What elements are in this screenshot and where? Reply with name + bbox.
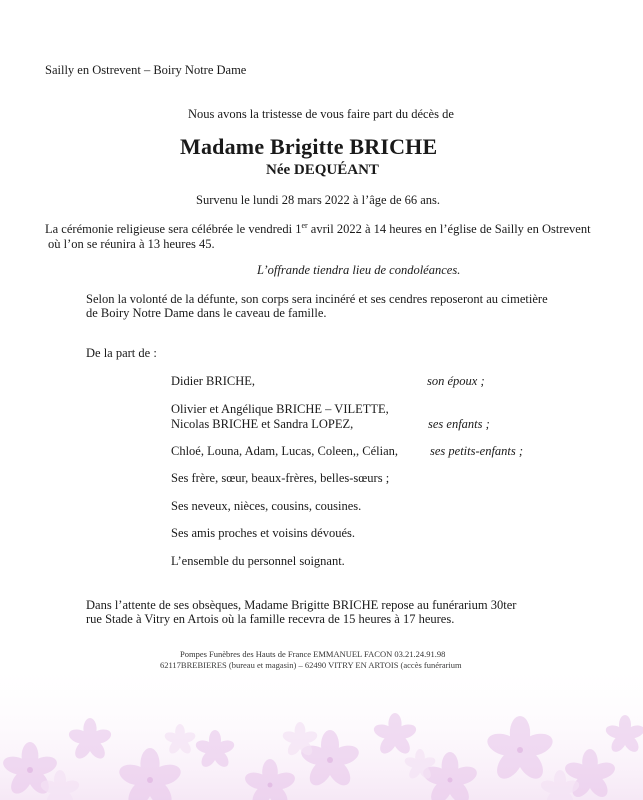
maiden-name: Née DEQUÉANT bbox=[266, 162, 379, 178]
from-label: De la part de : bbox=[86, 346, 157, 360]
family-relation: son époux ; bbox=[427, 374, 485, 388]
footer-line-1: Pompes Funèbres des Hauts de France EMMANUEL FACON 03.21.24.91.98 bbox=[180, 649, 446, 659]
location-header: Sailly en Ostrevent – Boiry Notre Dame bbox=[45, 63, 247, 77]
family-relation: ses petits-enfants ; bbox=[430, 444, 524, 458]
cremation-line-2: de Boiry Notre Dame dans le caveau de famille. bbox=[86, 306, 327, 320]
family-relation: ses enfants ; bbox=[428, 417, 490, 431]
family-entry: Chloé, Louna, Adam, Lucas, Coleen,, Célian, bbox=[171, 444, 399, 458]
ceremony-text-a: La cérémonie religieuse sera célébrée le vendredi 1 bbox=[45, 222, 302, 236]
family-entry: L’ensemble du personnel soignant. bbox=[171, 554, 345, 568]
ceremony-line-1 bbox=[45, 222, 591, 237]
funerarium-line-2: rue Stade à Vitry en Artois où la famille recevra de 15 heures à 17 heures. bbox=[86, 612, 455, 626]
deceased-name: Madame Brigitte BRICHE bbox=[180, 134, 438, 159]
family-entry: Ses neveux, nièces, cousins, cousines. bbox=[171, 499, 362, 513]
intro-text: Nous avons la tristesse de vous faire part du décès de bbox=[188, 107, 454, 121]
family-entry: Olivier et Angélique BRICHE – VILETTE, bbox=[171, 402, 389, 416]
ceremony-text-b: avril 2022 à 14 heures en l’église de Sailly en Ostrevent bbox=[307, 222, 591, 236]
ceremony-superscript: er bbox=[301, 220, 308, 230]
cremation-line-1: Selon la volonté de la défunte, son corps sera incinéré et ses cendres reposeront au cimetière bbox=[86, 292, 548, 306]
ceremony-line-2: où l’on se réunira à 13 heures 45. bbox=[48, 237, 215, 251]
funerarium-line-1: Dans l’attente de ses obsèques, Madame Brigitte BRICHE repose au funérarium 30ter bbox=[86, 598, 517, 612]
family-entry: Didier BRICHE, bbox=[171, 374, 256, 388]
flower-decoration bbox=[0, 640, 643, 800]
family-entry: Nicolas BRICHE et Sandra LOPEZ, bbox=[171, 417, 354, 431]
family-entry: Ses amis proches et voisins dévoués. bbox=[171, 526, 356, 540]
family-entry: Ses frère, sœur, beaux-frères, belles-sœurs ; bbox=[171, 471, 390, 485]
offering-note: L’offrande tiendra lieu de condoléances. bbox=[257, 263, 461, 277]
death-info: Survenu le lundi 28 mars 2022 à l’âge de 66 ans. bbox=[196, 193, 441, 207]
